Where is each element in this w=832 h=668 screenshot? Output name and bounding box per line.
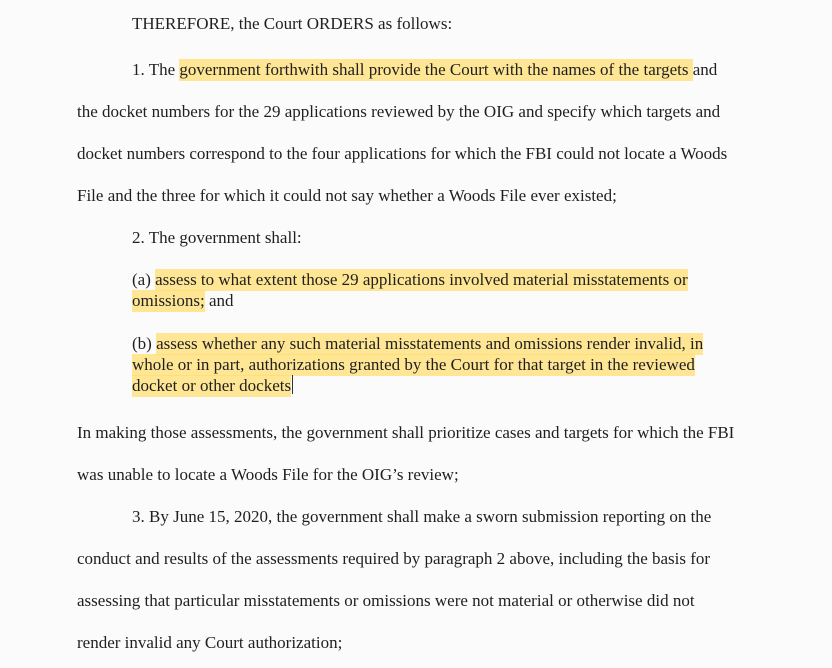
- highlight-b-1: assess whether any such material misstatements and omissions render invalid, in: [156, 334, 704, 353]
- paragraph-3-line-2: conduct and results of the assessments required by paragraph 2 above, including the basis for: [77, 549, 711, 568]
- paragraph-3-line-3: assessing that particular misstatements or omissions were not material or otherwise did not: [77, 591, 695, 610]
- item-b-line-1: [132, 333, 703, 355]
- highlight-b-2: whole or in part, authorizations granted by the Court for that target in the reviewed: [132, 355, 695, 374]
- paragraph-1-line-2: the docket numbers for the 29 applications reviewed by the OIG and specify which targets and: [77, 102, 721, 121]
- item-a-line-1: [132, 269, 688, 291]
- item-a-line-2: [132, 290, 234, 312]
- highlight-a-1: assess to what extent those 29 applications involved material misstatements or: [155, 270, 688, 289]
- highlight-b-3: docket or other dockets: [132, 376, 292, 395]
- paragraph-1-line-3: docket numbers correspond to the four applications for which the FBI could not locate a Woods: [77, 144, 728, 163]
- paragraph-1-tail: and: [692, 60, 718, 79]
- paragraph-2-after-line-1: In making those assessments, the government shall prioritize cases and targets for which the FBI: [77, 423, 735, 442]
- paragraph-1-line-4: File and the three for which it could not say whether a Woods File ever existed;: [77, 186, 617, 205]
- item-b-line-2: [132, 354, 695, 376]
- paragraph-3-line-1: 3. By June 15, 2020, the government shall make a sworn submission reporting on the: [132, 507, 712, 526]
- highlight-p1: government forthwith shall provide the Court with the names of the targets: [179, 60, 693, 79]
- paragraph-1-line-1: [132, 59, 717, 81]
- text-cursor: [292, 375, 293, 394]
- paragraph-2-after-line-2: was unable to locate a Woods File for the OIG’s review;: [77, 465, 459, 484]
- order-intro: THEREFORE, the Court ORDERS as follows:: [132, 14, 453, 33]
- item-b-label: (b): [132, 334, 157, 353]
- item-b-line-3[interactable]: [132, 375, 293, 397]
- paragraph-1-number: 1. The: [132, 60, 180, 79]
- item-a-tail: and: [204, 291, 234, 310]
- highlight-a-2: omissions;: [132, 291, 205, 310]
- paragraph-3-line-4: render invalid any Court authorization;: [77, 633, 343, 652]
- paragraph-2-line: 2. The government shall:: [132, 228, 302, 247]
- item-a-label: (a): [132, 270, 156, 289]
